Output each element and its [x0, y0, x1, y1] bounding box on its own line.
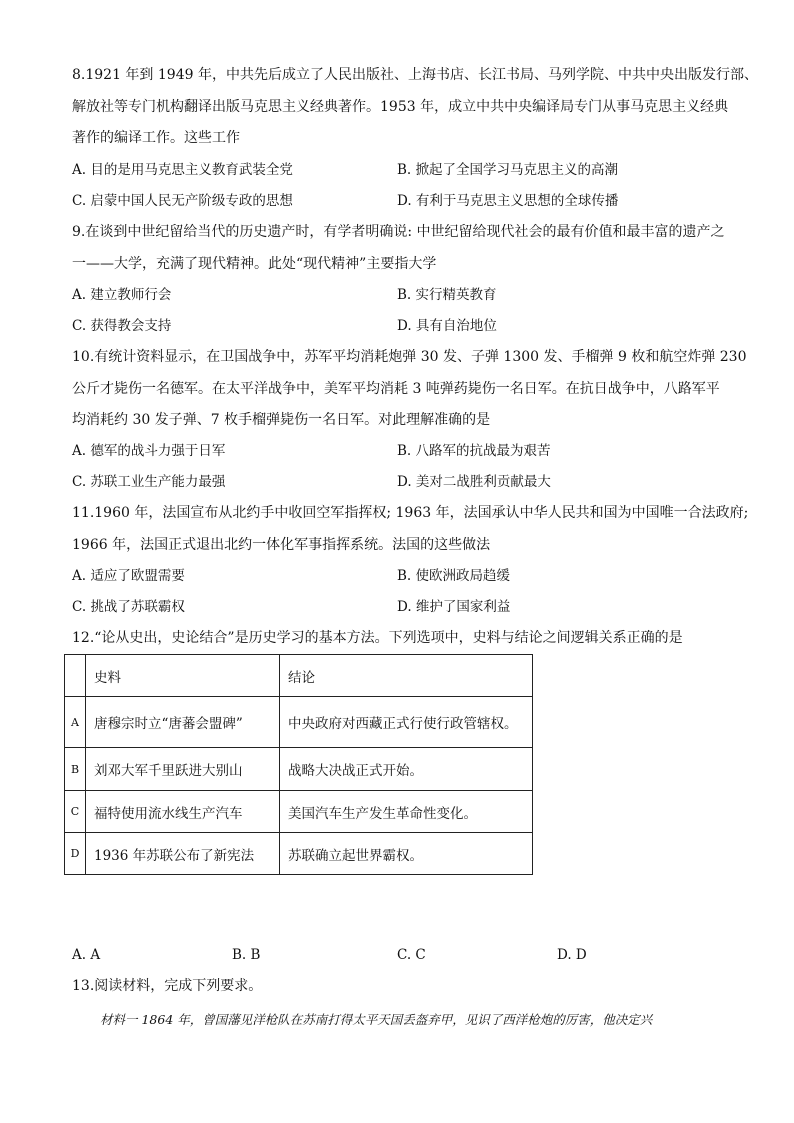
q8-stem-line-1: 8.1921 年到 1949 年，中共先后成立了人民出版社、上海书店、长江书局、马列学院、中共中央出版发行部、 — [72, 67, 758, 83]
q11-option-a: A. 适应了欧盟需要 — [72, 568, 185, 584]
table-header-cell: 结论 — [280, 655, 533, 697]
table-header-cell — [65, 655, 86, 697]
table-header-cell: 史料 — [86, 655, 280, 697]
table-row — [65, 833, 533, 875]
table-cell-label: C — [65, 791, 86, 833]
q10-stem-line-3: 均消耗约 30 发子弹、7 枚手榴弹毙伤一名日军。对此理解准确的是 — [72, 412, 491, 428]
q12-stem: 12.“论从史出，史论结合”是历史学习的基本方法。下列选项中，史料与结论之间逻辑关系正确的是 — [72, 630, 683, 646]
q10-option-c: C. 苏联工业生产能力最强 — [72, 474, 226, 490]
q11-stem-line-2: 1966 年，法国正式退出北约一体化军事指挥系统。法国的这些做法 — [72, 537, 491, 553]
table-cell: 苏联确立起世界霸权。 — [280, 833, 533, 875]
q10-option-d: D. 美对二战胜利贡献最大 — [397, 474, 551, 490]
q11-option-b: B. 使欧洲政局趋缓 — [397, 568, 511, 584]
table-cell: 福特使用流水线生产汽车 — [86, 791, 280, 833]
table-row — [65, 697, 533, 748]
table-cell-label: A — [65, 697, 86, 748]
table-cell-label: B — [65, 748, 86, 791]
table-cell: 战略大决战正式开始。 — [280, 748, 533, 791]
q8-option-a: A. 目的是用马克思主义教育武装全党 — [72, 162, 293, 178]
q10-stem-line-2: 公斤才毙伤一名德军。在太平洋战争中，美军平均消耗 3 吨弹药毙伤一名日军。在抗日战争中，八路军平 — [72, 381, 720, 397]
q8-option-b: B. 掀起了全国学习马克思主义的高潮 — [397, 162, 619, 178]
q12-table — [64, 654, 533, 875]
q11-option-d: D. 维护了国家利益 — [397, 599, 511, 615]
q9-option-d: D. 具有自治地位 — [397, 318, 497, 334]
q12-option-b: B. B — [232, 947, 261, 963]
q9-option-c: C. 获得教会支持 — [72, 318, 172, 334]
q9-stem-line-1: 9.在谈到中世纪留给当代的历史遗产时，有学者明确说: 中世纪留给现代社会的最有价值和最丰富的遗产之 — [72, 224, 725, 240]
q12-option-a: A. A — [72, 947, 101, 963]
table-cell: 中央政府对西藏正式行使行政管辖权。 — [280, 697, 533, 748]
q9-option-b: B. 实行精英教育 — [397, 287, 497, 303]
table-header-row — [65, 655, 533, 697]
q13-material-line: 材料一 1864 年，曾国藩见洋枪队在苏南打得太平天国丢盔弃甲，见识了西洋枪炮的厉害，他决定兴 — [100, 1012, 653, 1027]
table-cell: 1936 年苏联公布了新宪法 — [86, 833, 280, 875]
q13-stem: 13.阅读材料，完成下列要求。 — [72, 978, 263, 994]
q12-option-d: D. D — [557, 947, 587, 963]
q8-option-c: C. 启蒙中国人民无产阶级专政的思想 — [72, 193, 293, 209]
q10-option-b: B. 八路军的抗战最为艰苦 — [397, 443, 551, 459]
q8-stem-line-3: 著作的编译工作。这些工作 — [72, 130, 240, 146]
q8-stem-line-2: 解放社等专门机构翻译出版马克思主义经典著作。1953 年，成立中共中央编译局专门从事马克思主义经典 — [72, 99, 729, 115]
table-row — [65, 748, 533, 791]
q10-option-a: A. 德军的战斗力强于日军 — [72, 443, 226, 459]
q12-option-c: C. C — [397, 947, 426, 963]
table-row — [65, 791, 533, 833]
q9-stem-line-2: 一——大学，充满了现代精神。此处“现代精神”主要指大学 — [72, 256, 437, 272]
q9-option-a: A. 建立教师行会 — [72, 287, 172, 303]
q8-option-d: D. 有利于马克思主义思想的全球传播 — [397, 193, 619, 209]
q11-stem-line-1: 11.1960 年，法国宣布从北约手中收回空军指挥权; 1963 年，法国承认中华人民共和国为中国唯一合法政府; — [72, 505, 749, 521]
table-cell: 唐穆宗时立“唐蕃会盟碑” — [86, 697, 280, 748]
q11-option-c: C. 挑战了苏联霸权 — [72, 599, 185, 615]
q10-stem-line-1: 10.有统计资料显示，在卫国战争中，苏军平均消耗炮弹 30 发、子弹 1300 发、手榴弹 9 枚和航空炸弹 230 — [72, 349, 747, 365]
table-cell: 美国汽车生产发生革命性变化。 — [280, 791, 533, 833]
table-cell-label: D — [65, 833, 86, 875]
table-cell: 刘邓大军千里跃进大别山 — [86, 748, 280, 791]
